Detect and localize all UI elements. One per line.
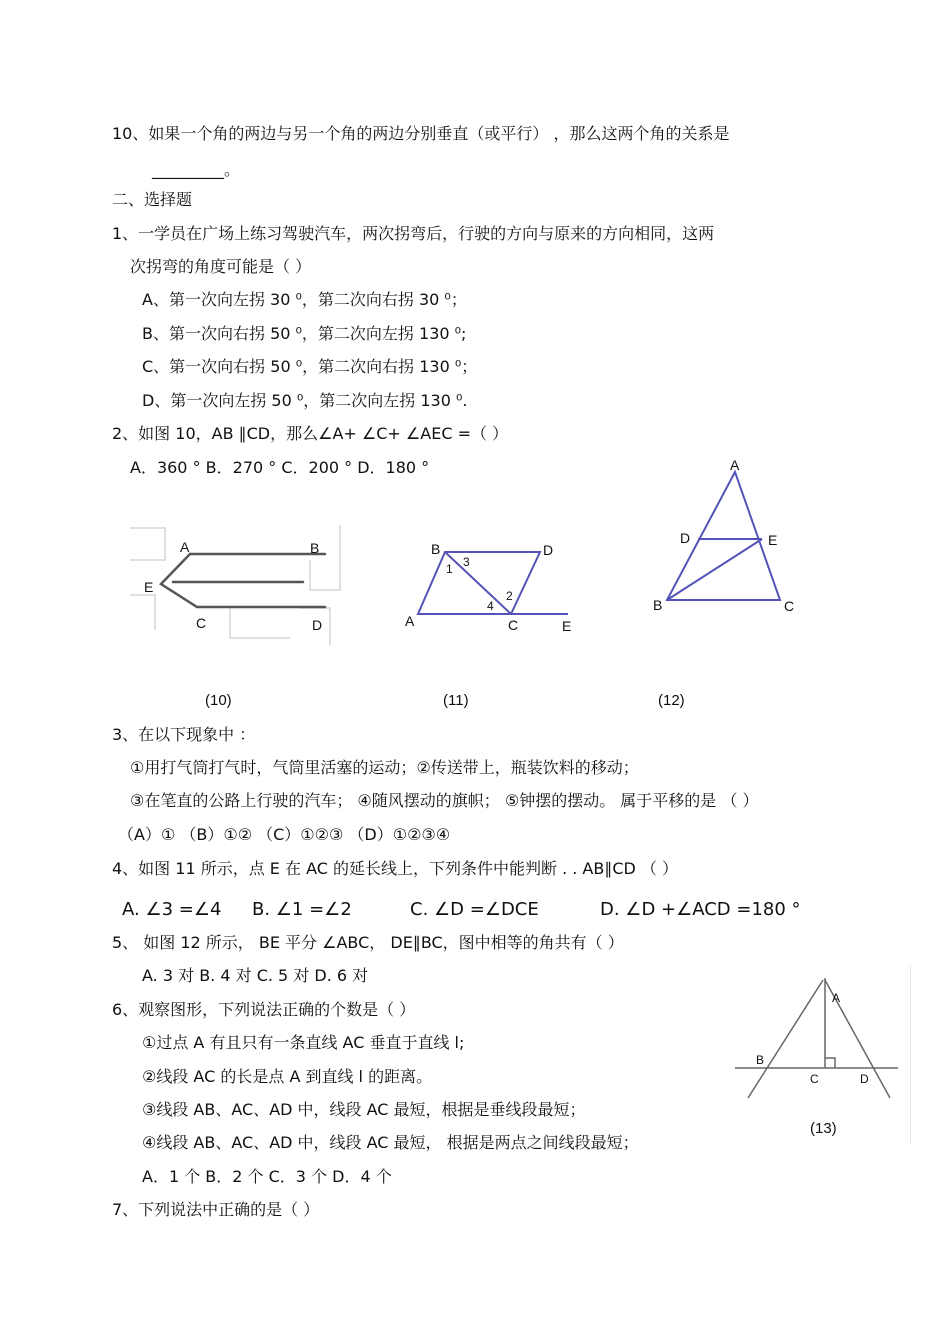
figure-13-edge xyxy=(910,965,911,1145)
fig12-label-e: E xyxy=(768,532,778,548)
question-1-line-2: 次拐弯的角度可能是（ ） xyxy=(130,257,312,276)
question-6-statement-3: ③线段 AB、AC、AD 中，线段 AC 最短，根据是垂线段最短； xyxy=(142,1100,586,1119)
fig11-angle-2: 2 xyxy=(506,589,513,603)
question-2-options: A．360 ° B．270 ° C．200 ° D．180 ° xyxy=(130,458,430,477)
fig10-label-e: E xyxy=(144,579,154,595)
question-4-option-c: C. ∠D =∠DCE xyxy=(410,899,539,920)
question-10-line-2: _________。 xyxy=(152,160,241,179)
question-3-options: （A）① （B）①② （C）①②③ （D）①②③④ xyxy=(118,825,451,844)
fig11-label-e: E xyxy=(562,618,572,634)
figure-12 xyxy=(645,452,805,617)
question-1-line-1: 1、一学员在广场上练习驾驶汽车，两次拐弯后，行驶的方向与原来的方向相同，这两 xyxy=(112,224,715,243)
figure-10-caption: (10) xyxy=(205,692,232,709)
fig11-angle-4: 4 xyxy=(487,599,494,613)
question-4-option-d: D. ∠D +∠ACD =180 ° xyxy=(600,899,801,920)
figure-10 xyxy=(125,520,350,650)
fig10-label-a: A xyxy=(180,539,190,555)
fig11-label-a: A xyxy=(405,613,415,629)
fig13-label-a: A xyxy=(832,991,841,1005)
fig12-label-c: C xyxy=(784,598,795,614)
question-6-options: A．1 个 B．2 个 C．3 个 D．4 个 xyxy=(142,1167,392,1186)
fig10-label-c: C xyxy=(196,615,207,631)
fig11-angle-1: 1 xyxy=(446,562,453,576)
question-4-option-b: B. ∠1 =∠2 xyxy=(252,899,352,920)
question-1-option-a: A、第一次向左拐 30 ⁰，第二次向右拐 30 ⁰； xyxy=(142,290,467,309)
figure-12-caption: (12) xyxy=(658,692,685,709)
fig11-label-d: D xyxy=(543,542,554,558)
question-6-statement-2: ②线段 AC 的长是点 A 到直线 l 的距离。 xyxy=(142,1067,433,1086)
question-1-option-d: D、第一次向左拐 50 ⁰，第二次向左拐 130 ⁰. xyxy=(142,391,468,410)
fig12-label-b: B xyxy=(653,597,663,613)
question-1-option-b: B、第一次向右拐 50 ⁰，第二次向左拐 130 ⁰; xyxy=(142,324,467,343)
fig12-label-d: D xyxy=(680,530,691,546)
question-2: 2、如图 10，AB ∥CD，那么∠A+ ∠C+ ∠AEC =（ ） xyxy=(112,424,509,443)
question-3-line-1: ①用打气筒打气时，气筒里活塞的运动；②传送带上，瓶装饮料的移动； xyxy=(130,758,639,777)
fig10-label-b: B xyxy=(310,540,320,556)
question-10-line-1: 10、如果一个角的两边与另一个角的两边分别垂直（或平行） ，那么这两个角的关系是 xyxy=(112,124,730,143)
section-heading-choice: 二、选择题 xyxy=(112,190,193,209)
figure-13 xyxy=(730,975,915,1100)
question-6-statement-4: ④线段 AB、AC、AD 中，线段 AC 最短， 根据是两点之间线段最短； xyxy=(142,1133,639,1152)
fig11-angle-3: 3 xyxy=(463,555,470,569)
question-5: 5、 如图 12 所示， BE 平分 ∠ABC， DE∥BC，图中相等的角共有（ ） xyxy=(112,933,624,952)
question-5-options: A. 3 对 B. 4 对 C. 5 对 D. 6 对 xyxy=(142,966,369,985)
fig10-label-d: D xyxy=(312,617,323,633)
question-1-option-c: C、第一次向右拐 50 ⁰，第二次向右拐 130 ⁰； xyxy=(142,357,478,376)
fig13-label-d: D xyxy=(860,1072,869,1086)
question-3-line-2: ③在笔直的公路上行驶的汽车； ④随风摆动的旗帜； ⑤钟摆的摆动。 属于平移的是 （ ） xyxy=(130,791,759,810)
fig11-label-c: C xyxy=(508,617,519,633)
figure-13-caption: (13) xyxy=(810,1120,837,1137)
question-6: 6、观察图形，下列说法正确的个数是（ ） xyxy=(112,1000,416,1019)
question-4-option-a: A. ∠3 =∠4 xyxy=(122,899,222,920)
fig13-label-b: B xyxy=(756,1053,765,1067)
figure-11 xyxy=(400,535,585,640)
question-4: 4、如图 11 所示，点 E 在 AC 的延长线上，下列条件中能判断 . . AB∥CD （ ） xyxy=(112,859,679,878)
question-7: 7、下列说法中正确的是（ ） xyxy=(112,1200,320,1219)
question-3: 3、在以下现象中 ： xyxy=(112,725,256,744)
fig12-label-a: A xyxy=(730,457,740,473)
question-6-statement-1: ①过点 A 有且只有一条直线 AC 垂直于直线 l; xyxy=(142,1033,465,1052)
fig11-label-b: B xyxy=(431,541,441,557)
figure-11-caption: (11) xyxy=(443,692,469,709)
fig13-label-c: C xyxy=(810,1072,819,1086)
